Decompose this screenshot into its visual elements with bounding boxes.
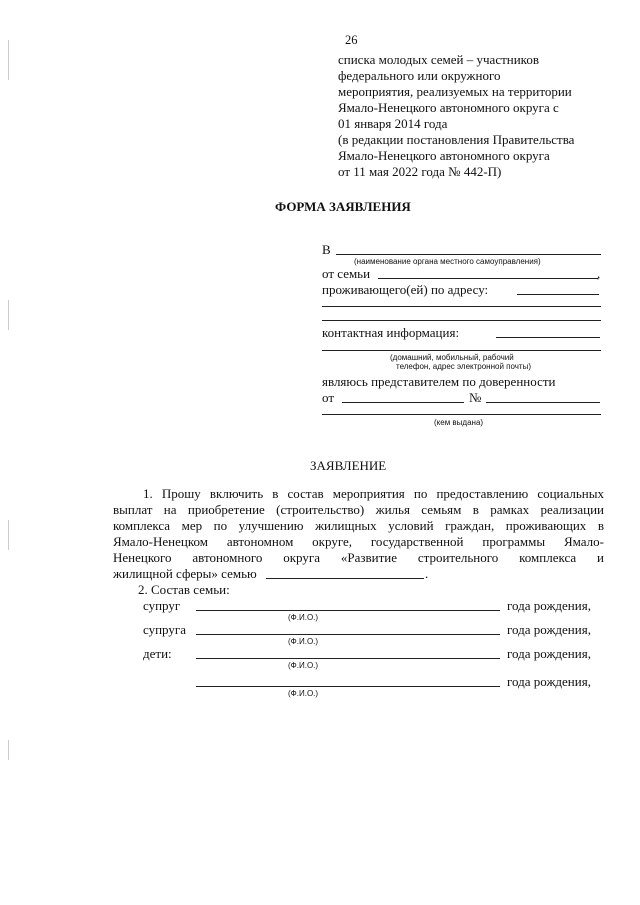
page-number: 26 (345, 33, 358, 47)
issued-by-line[interactable] (322, 414, 601, 415)
fio-caption: (Ф.И.О.) (288, 637, 319, 646)
header-note-line: 01 января 2014 года (338, 116, 448, 131)
scan-margin-mark (8, 740, 9, 760)
header-note-line: Ямало-Ненецкого автономного округа (338, 148, 550, 163)
child-line-2[interactable] (196, 686, 500, 687)
issued-by-caption: (кем выдана) (434, 418, 484, 427)
residing-label: проживающего(ей) по адресу: (322, 282, 489, 297)
birth-year-suffix: года рождения, (507, 674, 591, 689)
fio-caption: (Ф.И.О.) (288, 689, 319, 698)
spouse-husband-line[interactable] (196, 610, 500, 611)
address-line-1[interactable] (517, 294, 599, 295)
paragraph-1-line: выплат на приобретение (строительство) жилья семьям в рамках реализации (113, 502, 604, 517)
paragraph-1-line: 1. Прошу включить в состав мероприятия по предоставлению социальных (143, 486, 604, 501)
scan-margin-mark (8, 520, 9, 550)
paragraph-2-title: 2. Состав семьи: (138, 582, 230, 597)
from-family-label: от семьи (322, 266, 371, 281)
child-line-1[interactable] (196, 658, 500, 659)
paragraph-1-last-line: жилищной сферы» семью (113, 566, 257, 581)
header-note-line: Ямало-Ненецкого автономного округа с (338, 100, 559, 115)
address-line-3[interactable] (322, 320, 601, 321)
birth-year-suffix: года рождения, (507, 622, 591, 637)
paragraph-1-line: Ненецкого автономного округа «Развитие строительного комплекса и (113, 550, 604, 565)
from-date-label: от (322, 390, 335, 405)
contact-line-1[interactable] (496, 337, 600, 338)
number-label: № (469, 390, 482, 405)
paragraph-1-end: . (425, 566, 429, 581)
contact-caption-1: (домашний, мобильный, рабочий (390, 353, 514, 362)
family-name-line[interactable] (266, 578, 424, 579)
spouse-wife-line[interactable] (196, 634, 500, 635)
from-family-comma: , (597, 266, 601, 281)
contact-caption-2: телефон, адрес электронной почты) (396, 362, 532, 371)
to-field-line[interactable] (336, 254, 601, 255)
to-caption: (наименование органа местного самоуправления) (354, 257, 541, 266)
date-line[interactable] (342, 402, 464, 403)
family-member-label: супруг (143, 598, 181, 613)
header-note-line: федерального или окружного (338, 68, 501, 83)
family-member-label: супруга (143, 622, 186, 637)
header-note-line: списка молодых семей – участников (338, 52, 539, 67)
fio-caption: (Ф.И.О.) (288, 661, 319, 670)
scan-margin-mark (8, 300, 9, 330)
paragraph-1-line: Ямало-Ненецком автономном округе, государственной программы Ямало- (113, 534, 604, 549)
header-note-line: мероприятия, реализуемых на территории (338, 84, 572, 99)
number-line[interactable] (486, 402, 600, 403)
paragraph-1-line: комплекса мер по улучшению жилищных условий граждан, проживающих в (113, 518, 604, 533)
fio-caption: (Ф.И.О.) (288, 613, 319, 622)
contact-line-2[interactable] (322, 350, 601, 351)
header-note-line: (в редакции постановления Правительства (338, 132, 575, 147)
scan-margin-mark (8, 40, 9, 80)
birth-year-suffix: года рождения, (507, 598, 591, 613)
form-title: ФОРМА ЗАЯВЛЕНИЯ (275, 199, 411, 214)
contact-label: контактная информация: (322, 325, 460, 340)
representative-label: являюсь представителем по доверенности (322, 374, 556, 389)
from-family-line[interactable] (378, 278, 598, 279)
statement-title: ЗАЯВЛЕНИЕ (310, 458, 387, 473)
header-note-line: от 11 мая 2022 года № 442-П) (338, 164, 502, 179)
to-prefix: В (322, 242, 331, 257)
birth-year-suffix: года рождения, (507, 646, 591, 661)
family-member-label: дети: (143, 646, 172, 661)
address-line-2[interactable] (322, 306, 601, 307)
